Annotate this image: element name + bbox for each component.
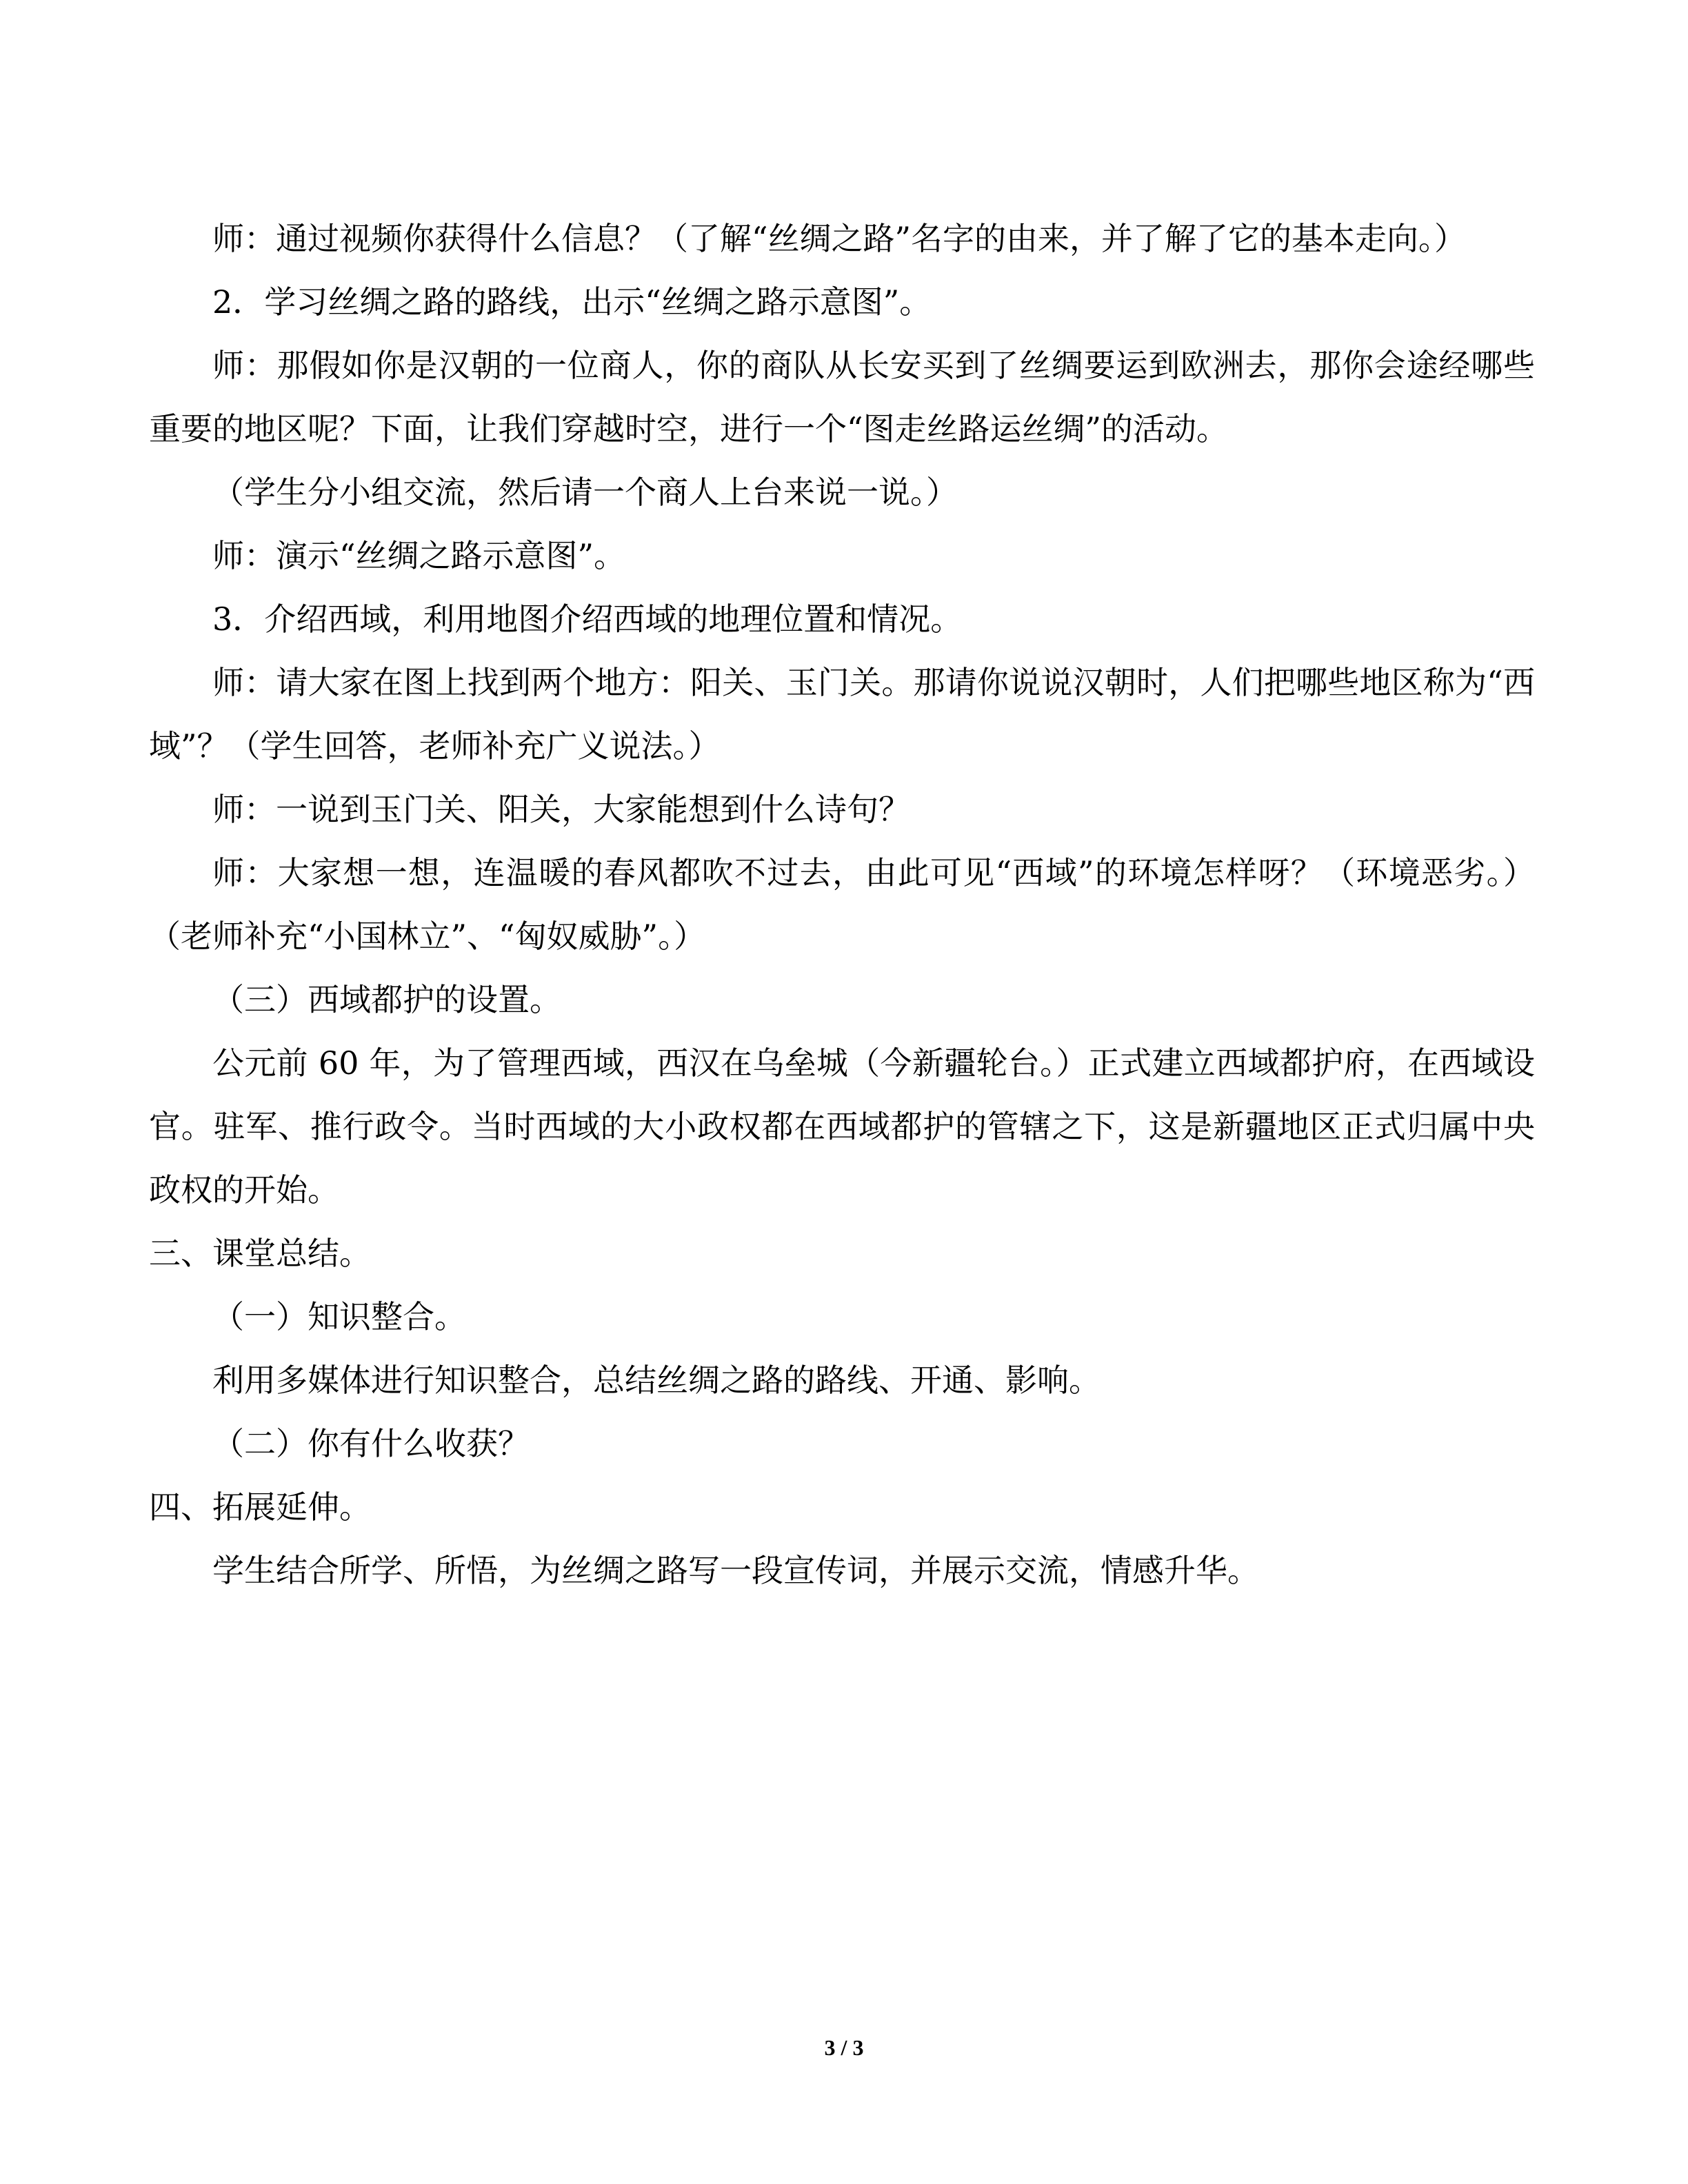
paragraph-knowledge-integration-heading: （一）知识整合。	[212, 1298, 466, 1335]
paragraph-extension-activity: 学生结合所学、所悟，为丝绸之路写一段宣传词，并展示交流，情感升华。	[212, 1552, 1259, 1589]
paragraph-protectorate-history: 公元前 60 年，为了管理西域，西汉在乌垒城（今新疆轮台。）正式建立西域都护府，在西域设官。驻军、推行政令。当时西域的大小政权都在西域都护的管辖之下，这是新疆地区正式归属中央政权的开始。	[149, 1044, 1535, 1209]
paragraph-group-discussion: （学生分小组交流，然后请一个商人上台来说一说。）	[212, 474, 958, 511]
section-heading-extension: 四、拓展延伸。	[149, 1488, 371, 1526]
paragraph-route-heading: 2．学习丝绸之路的路线，出示“丝绸之路示意图”。	[212, 283, 932, 321]
paragraph-gains-question: （二）你有什么收获？	[212, 1425, 530, 1462]
paragraph-teacher-video-question: 师：通过视频你获得什么信息？（了解“丝绸之路”名字的由来，并了解了它的基本走向。）	[212, 220, 1467, 257]
paragraph-teacher-environment-question: 师：大家想一想，连温暖的春风都吹不过去，由此可见“西域”的环境怎样呀？（环境恶劣。）（老师补充“小国林立”、“匈奴威胁”。）	[149, 854, 1535, 955]
paragraph-teacher-map-question: 师：请大家在图上找到两个地方：阳关、玉门关。那请你说说汉朝时，人们把哪些地区称为“西域”？（学生回答，老师补充广义说法。）	[149, 664, 1535, 765]
paragraph-teacher-demo: 师：演示“丝绸之路示意图”。	[212, 537, 626, 574]
paragraph-western-regions-heading: 3．介绍西域，利用地图介绍西域的地理位置和情况。	[212, 600, 963, 638]
page-number: 3 / 3	[824, 2035, 864, 2060]
paragraph-teacher-merchant-question: 师：那假如你是汉朝的一位商人，你的商队从长安买到了丝绸要运到欧洲去，那你会途经哪些重要的地区呢？下面，让我们穿越时空，进行一个“图走丝路运丝绸”的活动。	[149, 347, 1535, 447]
paragraph-teacher-poem-question: 师：一说到玉门关、阳关，大家能想到什么诗句？	[212, 791, 910, 828]
document-body	[149, 207, 1535, 1602]
paragraph-knowledge-integration: 利用多媒体进行知识整合，总结丝绸之路的路线、开通、影响。	[212, 1362, 1101, 1399]
paragraph-protectorate-heading: （三）西域都护的设置。	[212, 981, 561, 1018]
section-heading-summary: 三、课堂总结。	[149, 1235, 371, 1272]
